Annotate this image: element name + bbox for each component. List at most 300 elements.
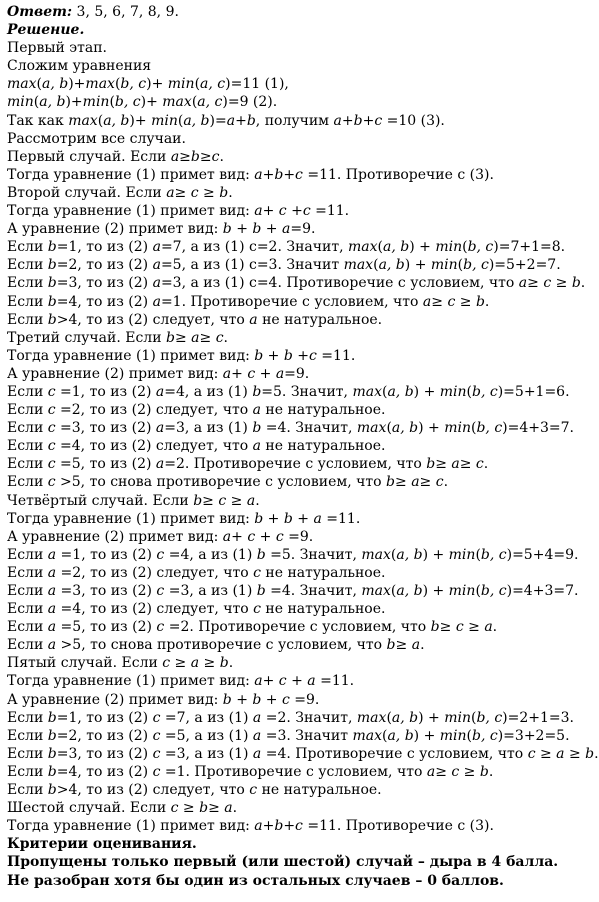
text-run: =2, то из (2) следует, что [56,564,254,581]
text-run: ≥ [435,456,452,473]
text-run: не натуральное. [260,601,386,618]
text-line [7,274,587,292]
text-run: Второй случай. Если [7,184,167,201]
text-run: min [448,546,476,563]
text-run: =3, а из (1) [164,420,253,437]
text-run: + [292,510,314,527]
text-run: . [228,655,234,672]
text-run: + [261,691,282,708]
text-run: ( [114,76,121,93]
text-run: c [152,763,161,780]
text-run: a [47,546,57,563]
text-run: + [231,528,248,545]
text-run: )=5+4=9. [506,546,579,563]
text-run: ≥ [435,763,452,780]
text-run: . [228,184,233,201]
text-run: А уравнение (2) примет вид: [7,691,223,708]
text-run: . [483,456,489,473]
text-line [7,528,587,546]
text-run: =1, то из (2) [56,239,153,256]
text-run: c [47,420,56,437]
text-run: c [543,275,552,292]
text-run: ( [457,257,464,274]
text-run: + [262,818,275,835]
text-run: a [166,184,175,201]
text-run: ( [390,546,397,563]
text-run: )+ [129,112,152,129]
text-line [7,546,587,564]
text-run: =3, то из (2) [55,420,156,437]
text-run: c [170,800,179,817]
text-run: a [152,293,161,310]
text-run: c [152,727,161,744]
text-run: b [386,637,396,654]
text-run: a, b [183,112,210,129]
text-line [7,600,587,618]
text-line [7,365,587,383]
text-line [7,781,587,799]
text-run: ≥ [431,293,448,310]
text-run: c [295,818,303,835]
text-run: ( [390,583,397,599]
text-run: 3, 5, 6, 7, 8, 9. [72,4,179,20]
text-run: min [448,583,476,599]
text-run: c [253,564,261,581]
text-run: c [249,782,258,799]
text-run: b [219,184,229,201]
solution-document [7,3,599,890]
text-run: min [444,709,471,726]
text-run: не натуральное. [260,402,386,419]
text-run: =11. [321,510,361,527]
text-run: a, c [200,76,226,93]
text-run: Если [7,727,48,744]
text-run: не натуральное. [257,782,382,799]
text-run: + [231,365,248,382]
text-run: a, b [396,583,423,599]
text-run: ) + [413,727,440,744]
text-line [7,93,587,111]
text-run: b [47,275,57,292]
text-run: c [527,745,536,762]
text-run: a [518,275,528,292]
text-run: a [282,221,291,238]
text-run: min [439,383,467,400]
text-run: b [47,709,57,726]
text-run: ( [386,709,392,726]
text-run: ≥ [455,293,476,310]
text-run: =3, то из (2) [56,275,153,292]
text-run: =4, то из (2) [56,293,153,310]
text-run: ) + [418,420,445,437]
text-run: max [343,257,374,274]
text-run: Пропущены только первый (или шестой) случай – дыра в 4 балла. [7,854,559,871]
text-run: b [219,655,229,672]
text-run: . [255,492,260,509]
text-run: a [313,510,322,527]
text-run: b [256,546,266,563]
text-run: c [190,184,199,201]
text-run: a [155,456,165,473]
text-run: ≥ [459,456,476,473]
text-run: + [283,818,296,835]
text-run: =4. Значит, [265,583,362,599]
text-run: ( [109,94,115,111]
text-run: b [353,112,363,129]
text-run: b [252,691,262,708]
text-run: ≥ [527,275,544,292]
text-run: =4, то из (2) [56,763,153,780]
text-run: c [152,745,161,762]
text-run: Если [7,763,48,780]
text-run: ≥ [202,492,219,509]
text-run: Не разобран хотя бы один из остальных случаев – 0 баллов. [7,872,504,889]
text-run: b [47,745,57,762]
text-run: b [254,347,264,364]
text-run: ) + [422,546,449,563]
text-run: b [426,456,436,473]
text-run: )=4+3=7. [506,583,579,599]
text-run: =11. [315,673,355,690]
text-line [7,872,587,890]
text-run: >4, то из (2) следует, что [56,782,250,799]
text-run: b, c [480,546,507,563]
text-run: . [232,800,238,817]
text-run: =2, то из (2) [56,727,153,744]
text-run: =1, то из (2) [55,383,156,400]
text-run: b [222,221,232,238]
text-run: =3, а из (1) [164,583,257,599]
text-line [7,112,587,130]
text-run: =5, то из (2) [56,619,157,636]
text-run: =5. Значит, [261,383,353,400]
text-run: a≥b≥c [170,148,220,165]
text-run: + [283,166,296,183]
text-run: ≥ [208,800,225,817]
text-run: ) + [418,709,445,726]
text-run: Если [7,311,48,328]
text-run: max [348,239,378,256]
text-run: Если [7,583,48,599]
text-run: min [444,420,471,437]
text-run: ≥ [535,745,557,762]
text-run: ≥ [199,655,220,672]
text-run: + [255,528,276,545]
text-run: )=7+1=8. [493,239,566,256]
text-run: + [255,365,276,382]
text-run: a [226,112,236,129]
text-run: b [193,492,203,509]
text-run: c [47,402,56,419]
text-run: ( [466,727,473,744]
text-run: a, b [391,709,419,726]
text-run: А уравнение (2) примет вид: [7,221,223,238]
text-run: =2. Противоречие с условием, что [164,456,427,473]
text-run: )=5+2=7. [488,257,561,274]
text-run: Критерии оценивания. [7,836,197,853]
text-line [7,3,587,21]
text-run: ≥ [198,184,220,201]
text-line [7,636,587,654]
text-run: a [152,275,161,292]
text-run: ≥ [226,492,247,509]
text-run: a [333,112,342,129]
text-run: Если [7,420,48,437]
text-run: =11. [310,203,350,220]
text-run: =1, то из (2) [56,709,153,726]
text-line [7,727,587,745]
text-run: ( [466,383,473,400]
text-run: b [222,691,232,708]
text-run: a [252,402,261,419]
text-line [7,654,587,672]
text-run: Если [7,239,48,256]
text-run: + [286,673,308,690]
text-run: b, c [120,76,147,93]
text-run: max [352,727,382,744]
text-run: =4. Противоречие с условием, что [261,745,528,762]
text-run: ) + [409,239,436,256]
text-run: b, c [480,583,507,599]
text-run: =4, а из (1) [164,383,253,400]
text-run: b [274,818,284,835]
text-run: b [430,619,440,636]
text-run: a [422,293,432,310]
text-run: a [222,365,232,382]
text-run: a [426,763,436,780]
text-line [7,473,587,491]
text-line [7,347,587,365]
text-run: )=4+3=7. [502,420,574,437]
text-run: )=11 (1), [225,76,289,93]
text-run: c [156,546,165,563]
text-run: =2. Противоречие с условием, что [164,619,431,636]
text-run: a [254,166,263,183]
text-run: =1, то из (2) [56,546,157,563]
text-run: a [190,655,200,672]
text-run: c [247,528,256,545]
text-run: . [492,619,498,636]
text-run: c [295,166,303,183]
text-run: Тогда уравнение (1) примет вид: [7,673,255,690]
text-run: max [68,112,98,129]
text-line [7,293,587,311]
text-run: + [235,112,247,129]
text-run: min [167,76,195,93]
text-line [7,220,587,238]
text-run: a [47,637,57,654]
text-run: ( [191,94,198,111]
text-run: b [47,727,57,744]
text-run: a [47,564,57,581]
text-run: >4, то из (2) следует, что [56,311,250,328]
text-run: =11. Противоречие с (3). [302,818,494,835]
text-run: Если [7,474,48,491]
text-run: ≥ [395,474,412,491]
text-run: Тогда уравнение (1) примет вид: [7,510,255,527]
text-run: >5, то снова противоречие с условием, что [55,474,387,491]
text-run: ≥ [395,637,412,654]
text-run: b [165,329,175,346]
text-run: a, b [383,239,410,256]
text-run: =3, а из (1) [160,745,253,762]
text-run: =5, а из (1) c=3. Значит [160,257,344,274]
text-run: c [47,383,56,400]
text-run: А уравнение (2) примет вид: [7,528,223,545]
text-run: b [252,420,262,437]
text-run: a [252,438,261,455]
text-run: ( [33,94,40,111]
text-run: c [374,112,383,129]
text-run: Если [7,637,48,654]
text-run: =2, то из (2) следует, что [55,402,253,419]
text-run: Если [7,456,48,473]
text-run: =3. Значит [261,727,353,744]
text-run: )=5+1=6. [497,383,570,400]
text-run: b, c [467,239,494,256]
text-run: не натуральное. [260,438,386,455]
text-run: Если [7,402,48,419]
text-run: c [278,203,287,220]
text-run: a, b [42,76,69,93]
text-run: a, b [387,727,414,744]
text-run: ( [386,420,392,437]
text-line [7,455,587,473]
text-line [7,618,587,636]
text-run: a, b [378,257,405,274]
text-run: Если [7,782,48,799]
text-run: b, c [476,709,503,726]
text-run: ( [381,727,388,744]
text-run: a [222,528,232,545]
text-run: Четвёртый случай. Если [7,492,194,509]
text-line [7,763,587,781]
text-run: ) + [422,583,449,599]
text-run: . [484,293,490,310]
text-line [7,401,587,419]
text-run: max [356,709,387,726]
text-run: =5, а из (1) [160,727,253,744]
text-line [7,437,587,455]
text-run: Тогда уравнение (1) примет вид: [7,347,255,364]
text-run: Если [7,275,48,292]
text-run: a [411,474,420,491]
text-run: =4, то из (2) следует, что [56,601,254,618]
text-run: =11. [316,347,356,364]
text-run: ( [462,239,468,256]
text-line [7,238,587,256]
text-run: =9. [289,691,320,708]
text-run: a [224,800,233,817]
text-run: . [420,637,425,654]
text-run: ( [475,546,481,563]
text-run: min [439,727,467,744]
text-run: a [254,818,263,835]
text-run: Так как [7,112,69,129]
text-run: b [47,293,57,310]
text-run: b [246,112,256,129]
text-run: b [47,782,57,799]
text-run: Ответ: [7,4,73,20]
text-run: c [215,329,224,346]
text-run: b [47,239,57,256]
text-run: )=9 (2). [222,94,278,111]
text-run: b [475,293,485,310]
text-run: a [246,492,256,509]
text-run: c [282,691,290,708]
text-line [7,582,587,600]
text-run: a [254,673,263,690]
text-run: Если [7,745,48,762]
text-run: c [302,203,311,220]
text-run: Если [7,293,48,310]
text-run: =9. [284,365,310,382]
text-run: не натуральное. [257,311,383,328]
text-run: b [252,221,262,238]
text-run: b [47,311,57,328]
text-run: . [443,474,449,491]
text-run: ≥ [463,619,485,636]
text-line [7,166,587,184]
text-run: =9. [283,528,314,545]
text-run: c [162,655,171,672]
text-line [7,564,587,582]
text-run: min [7,94,34,111]
text-run: Если [7,257,48,274]
text-run: =4. Значит, [261,420,357,437]
text-run: Решение. [7,22,85,39]
text-run: =5, то из (2) [55,456,156,473]
text-run: ≥ [419,474,436,491]
text-run: )+ [68,76,86,93]
text-run: b [283,510,293,527]
text-line [7,799,587,817]
text-run: a [47,583,57,599]
text-run: =1. Противоречие с условием, что [160,293,423,310]
text-run: Если [7,601,48,618]
text-line [7,39,587,57]
text-run: c [47,474,56,491]
text-run: + [261,221,282,238]
text-run: c [47,456,56,473]
text-run: min [151,112,178,129]
text-run: Тогда уравнение (1) примет вид: [7,166,255,183]
text-run: ( [177,112,184,129]
text-run: Если [7,438,48,455]
text-run: , получим [255,112,334,129]
text-run: + [263,510,284,527]
text-run: )=2+1=3. [502,709,574,726]
text-run: Тогда уравнение (1) примет вид: [7,818,255,835]
text-run: b [283,347,293,364]
text-run: ( [377,239,383,256]
text-run: min [430,257,458,274]
text-run: a [451,456,460,473]
text-run: ( [381,383,388,400]
text-run: + [262,166,275,183]
text-run: a [155,383,165,400]
text-run: b, c [463,257,489,274]
text-run: ( [471,420,477,437]
text-line [7,419,587,437]
text-run: + [231,691,253,708]
text-run: Рассмотрим все случаи. [7,130,186,147]
text-run: =7, а из (1) c=2. Значит, [160,239,348,256]
text-run: a [152,257,161,274]
text-run: c [435,474,444,491]
text-run: + [286,203,303,220]
text-run: >5, то снова противоречие с условием, что [56,637,387,654]
